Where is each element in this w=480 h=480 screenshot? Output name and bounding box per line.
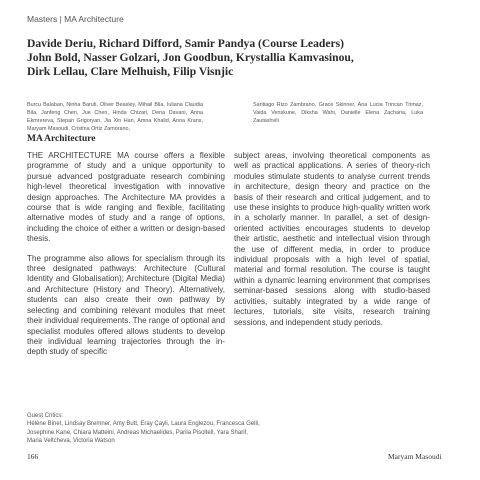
page-number: 166 <box>27 452 39 461</box>
student-names-right: Santiago Rizo Zambrano, Grace Skinner, Ana Lucia Trincan Trimaz, Vaida Venskune, Diksha Wahi, Danielle Elena Zacharia, Luka Zautashvili <box>253 102 423 124</box>
guest-critics-list <box>27 420 327 446</box>
body-paragraph: The programme also allows for specialism through its three designated pathways: Architecture (Cultural Identity and Globalisation); Architecture (Digital Media) and Architecture (History and Theory). Alternatively, students can also create their own pathway by selecting and combining relevant modules that meet their individual requirements. The range of optional and specialist modules offered allows students to develop their individual learning trajectories through the in-depth study of specific <box>27 253 225 357</box>
running-header: Masters | MA Architecture <box>27 14 124 24</box>
guest-critics-line: Maria Veltcheva, Victoria Watson <box>27 438 115 445</box>
course-leaders-heading: Davide Deriu, Richard Difford, Samir Pandya (Course Leaders) John Bold, Nasser Golzari, Jon Goodbun, Krystallia Kamvasinou, Dirk Lellau, Clare Melhuish, Filip Visnjic <box>27 37 354 78</box>
student-names-left: Burcu Balaban, Ninha Baruti, Oliver Beasley, Mihail Bila, Iuliana Claudia Bila, Janfeng Chen, Jue Chen, Hinda Chizari, Dena Davani, Anna Ekmrereva, Stepan Grigoryan, Jia Xin Han, Amna Khalid, Anna Krans, Maryam Masoudi, Cristina Ortiz Zamorano, <box>27 102 203 132</box>
body-paragraph: subject areas, involving theoretical components as well as practical applications. A series of theory-rich modules stimulate students to analyse current trends in architecture, design theory and practice on the basis of their research and critical judgement, and to use these insights to produce high-quality written work in a scholarly manner. In parallel, a set of design-oriented activities encourages students to develop their artistic, aesthetic and intellectual vision through the use of different media, in order to produce individual proposals with a high level of spatial, material and formal resolution. The course is taught within a dynamic learning environment that comprises seminar-based sessions along with studio-based activities, suitably integrated by a wide range of lectures, tutorials, site visits, research training sessions, and independent study periods. <box>234 151 430 327</box>
body-paragraph: THE ARCHITECTURE MA course offers a flexible programme of study and a unique opportunity to pursue advanced postgraduate research combining high-level theoretical investigation with innovative design approaches. The Architecture MA provides a course that is wide ranging and flexible, facilitating alternative modes of study and a range of options, including the choice of either a written or design-based thesis. <box>27 151 225 244</box>
guest-critics-line: Hélène Binet, Lindsay Bremner, Amy Butt, Eray Çayli, Laura Englezou, Francesca Gelli, <box>27 421 260 427</box>
body-column-left <box>27 151 225 367</box>
section-heading: MA Architecture <box>27 134 96 144</box>
body-column-right <box>234 151 430 337</box>
image-author-name: Maryam Masoudi <box>388 452 442 461</box>
guest-critics-line: Josephine Kane, Chiara Matteini, Andreas Michaelides, Parila Pisoltell, Yara Sharif, <box>27 429 248 436</box>
guest-critics-label: Guest Critics: <box>27 413 64 419</box>
